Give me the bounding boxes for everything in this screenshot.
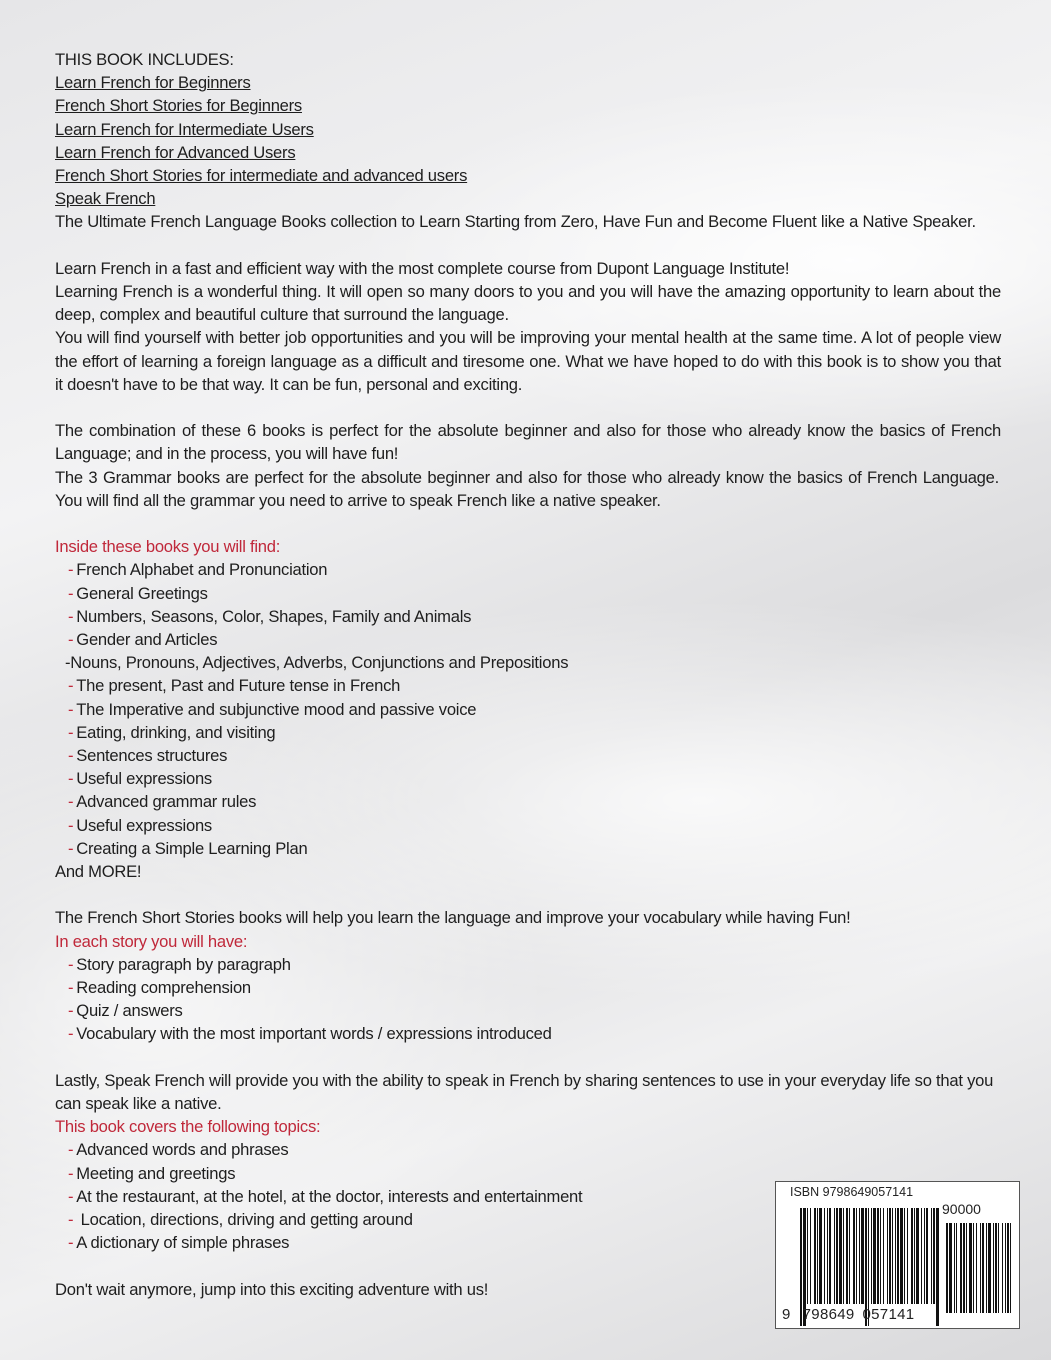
included-book-link[interactable]: French Short Stories for intermediate and advanced users (55, 166, 468, 186)
list-item (55, 744, 1001, 767)
barcode-bar (814, 1208, 816, 1304)
barcode-digit-group-1: 798649 (802, 1306, 855, 1323)
list-item (55, 814, 1001, 837)
includes-heading: THIS BOOK INCLUDES: (55, 50, 234, 69)
list-item (55, 837, 1001, 860)
barcode-addon-bar (963, 1223, 965, 1313)
bullet-dash: - (68, 838, 74, 858)
bullet-dash: - (68, 1001, 74, 1021)
bullet-dash: - (68, 1210, 74, 1230)
barcode-bar (817, 1208, 818, 1304)
barcode-addon-bar (1005, 1223, 1006, 1313)
barcode-addon-bar (954, 1223, 955, 1313)
bullet-dash: - (68, 792, 74, 812)
list-item-text: General Greetings (76, 583, 208, 603)
list-item (55, 558, 1001, 581)
barcode-addon-number: 90000 (942, 1201, 981, 1217)
list-item-text: Useful expressions (76, 769, 212, 789)
barcode-bar (810, 1208, 811, 1304)
included-book-link[interactable]: Learn French for Intermediate Users (55, 119, 314, 139)
barcode-addon-bar (1007, 1223, 1009, 1313)
barcode-bar (859, 1208, 860, 1304)
list-item-text: Advanced words and phrases (76, 1140, 289, 1160)
stories-heading: In each story you will have: (55, 931, 248, 951)
stories-intro: The French Short Stories books will help you learn the language and improve your vocabulary while having Fun! (55, 908, 851, 928)
bullet-dash: - (68, 815, 74, 835)
list-item-text: Nouns, Pronouns, Adjectives, Adverbs, Conjunctions and Prepositions (70, 653, 569, 673)
barcode-bar (900, 1208, 903, 1304)
barcode-bar (861, 1208, 864, 1304)
barcode-bar (914, 1208, 915, 1304)
intro-paragraph-1: Learn French in a fast and efficient way with the most complete course from Dupont Language Institute! (55, 258, 790, 278)
bullet-dash: - (68, 978, 74, 998)
barcode-bar (836, 1208, 838, 1304)
barcode-addon-bar (973, 1223, 974, 1313)
list-item (55, 628, 1001, 651)
barcode-addon-bar (969, 1223, 972, 1313)
barcode-addon-bar (966, 1223, 967, 1313)
barcode-bar (807, 1208, 808, 1304)
barcode-bar (839, 1208, 842, 1304)
barcode-digit-first: 9 (782, 1306, 791, 1323)
list-item (55, 767, 1001, 790)
barcode-addon-bar (949, 1223, 952, 1313)
bullet-dash: - (68, 1140, 74, 1160)
and-more: And MORE! (55, 862, 142, 882)
barcode-bar (819, 1208, 822, 1304)
list-item (55, 1022, 1001, 1045)
bullet-dash: - (68, 583, 74, 603)
intro-paragraph-3: You will find yourself with better job opportunities and you will be improving your mental health at the same time. A lot of people view the effort of learning a foreign language as a difficult and tiresome one. What we have hoped to do with this book is to show you that it doesn't have to be that way. It can be fun, personal and exciting. (55, 328, 1001, 394)
barcode-addon-bar (946, 1223, 948, 1313)
intro-paragraph-2: Learning French is a wonderful thing. It will open so many doors to you and you will have the amazing opportunity to learn about the deep, complex and beautiful culture that surround the language. (55, 282, 1001, 325)
barcode-bar (924, 1208, 925, 1304)
barcode-bar (887, 1208, 888, 1304)
bullet-dash: - (68, 560, 74, 580)
inside-list (55, 558, 1001, 860)
barcode-bar (829, 1208, 831, 1304)
barcode-addon-bar (956, 1223, 957, 1313)
list-item-text: Vocabulary with the most important words / expressions introduced (76, 1024, 552, 1044)
combination-paragraph-2: The 3 Grammar books are perfect for the absolute beginner and also for those who already know the basics of French Language. You will find all the grammar you need to arrive to speak French like a native speaker. (55, 467, 999, 510)
back-cover-text (55, 48, 1001, 1301)
barcode-addon-bar (995, 1223, 997, 1313)
barcode-bar (889, 1208, 891, 1304)
barcode-addon-bar (982, 1223, 984, 1313)
bullet-dash: - (68, 1233, 74, 1253)
barcode-bar (897, 1208, 899, 1304)
barcode-bar (834, 1208, 835, 1304)
barcode-bar (846, 1208, 848, 1304)
barcode-bar (911, 1208, 913, 1304)
bullet-dash: - (68, 676, 74, 696)
included-book-link[interactable]: Speak French (55, 189, 156, 209)
barcode-bar (931, 1208, 932, 1304)
list-item-text: At the restaurant, at the hotel, at the doctor, interests and entertainment (76, 1186, 583, 1206)
barcode-bar (824, 1208, 825, 1304)
barcode-bar (895, 1208, 896, 1304)
barcode-bar (883, 1208, 884, 1304)
list-item-text: Creating a Simple Learning Plan (76, 838, 308, 858)
bullet-dash: - (68, 699, 74, 719)
bullet-dash: - (68, 954, 74, 974)
list-item (55, 674, 1001, 697)
barcode-addon-bar (980, 1223, 981, 1313)
list-item (55, 999, 1001, 1022)
list-item-text: A dictionary of simple phrases (76, 1233, 290, 1253)
barcode-bar (849, 1208, 850, 1304)
bullet-dash: - (68, 1186, 74, 1206)
inside-heading: Inside these books you will find: (55, 537, 281, 557)
bullet-dash: - (68, 746, 74, 766)
list-item (55, 721, 1001, 744)
barcode-addon-bar (986, 1223, 987, 1313)
barcode-bar (933, 1208, 935, 1304)
included-book-link[interactable]: Learn French for Advanced Users (55, 142, 296, 162)
barcode-bar (856, 1208, 857, 1304)
bullet-dash: - (68, 606, 74, 626)
list-item (55, 1138, 1001, 1161)
list-item-text: Meeting and greetings (76, 1163, 236, 1183)
speak-heading: This book covers the following topics: (55, 1117, 321, 1137)
isbn-label: ISBN 9798649057141 (790, 1185, 914, 1199)
barcode-bar (853, 1208, 855, 1304)
barcode-bar (873, 1208, 876, 1304)
barcode-bar (827, 1208, 828, 1304)
list-item (55, 953, 1001, 976)
bullet-dash: - (68, 1024, 74, 1044)
list-item (55, 582, 1001, 605)
barcode-addon-bar (988, 1223, 991, 1313)
list-item-text: Eating, drinking, and visiting (76, 722, 276, 742)
list-item-text: Advanced grammar rules (76, 792, 257, 812)
barcode-bar (880, 1208, 881, 1304)
list-item (55, 605, 1001, 628)
barcode-addon-bar (993, 1223, 994, 1313)
list-item (55, 790, 1001, 813)
list-item-text: Story paragraph by paragraph (76, 954, 291, 974)
included-books-list (55, 71, 1001, 210)
stories-list (55, 953, 1001, 1046)
barcode-addon-bar (960, 1223, 962, 1313)
included-book-link[interactable]: Learn French for Beginners (55, 73, 251, 93)
barcode-addon-bar (976, 1223, 977, 1313)
barcode-addon-bar (1010, 1223, 1011, 1313)
barcode-bar (916, 1208, 919, 1304)
list-item-text: Sentences structures (76, 746, 228, 766)
bullet-dash: - (68, 722, 74, 742)
combination-paragraph-1: The combination of these 6 books is perfect for the absolute beginner and also for those who already know the basics of French Language; and in the process, you will have fun! (55, 421, 1001, 464)
barcode-bar (926, 1208, 928, 1304)
list-item-text: The present, Past and Future tense in French (76, 676, 401, 696)
list-item-text: French Alphabet and Pronunciation (76, 560, 328, 580)
barcode-digit-group-2: 057141 (862, 1306, 915, 1323)
list-item-text: Location, directions, driving and getting around (76, 1210, 413, 1230)
barcode-addon-bar (998, 1223, 999, 1313)
list-item (55, 698, 1001, 721)
barcode-bar (907, 1208, 908, 1304)
bullet-dash: - (65, 653, 71, 673)
barcode-addon-bar (1002, 1223, 1003, 1313)
list-item-text: Useful expressions (76, 815, 212, 835)
isbn-barcode (775, 1181, 1020, 1329)
list-item-text: Reading comprehension (76, 978, 251, 998)
barcode-bar (921, 1208, 922, 1304)
list-item-text: The Imperative and subjunctive mood and passive voice (76, 699, 477, 719)
list-item (55, 651, 1001, 674)
barcode-bar (871, 1208, 872, 1304)
barcode-bar (904, 1208, 905, 1304)
bullet-dash: - (68, 1163, 74, 1183)
barcode-digits (782, 1306, 914, 1323)
list-item (55, 976, 1001, 999)
barcode-bar (877, 1208, 879, 1304)
list-item-text: Numbers, Seasons, Color, Shapes, Family and Animals (76, 606, 472, 626)
included-book-link[interactable]: French Short Stories for Beginners (55, 96, 302, 116)
bullet-dash: - (68, 630, 74, 650)
tagline: The Ultimate French Language Books collection to Learn Starting from Zero, Have Fun and Become Fluent like a Native Speaker. (55, 212, 976, 232)
speak-intro: Lastly, Speak French will provide you with the ability to speak in French by sharing sentences to use in your everyday life so that you can speak like a native. (55, 1070, 994, 1114)
closing-line: Don't wait anymore, jump into this exciting adventure with us! (55, 1279, 489, 1299)
barcode-bar (892, 1208, 893, 1304)
bullet-dash: - (68, 769, 74, 789)
barcode-bar (843, 1208, 844, 1304)
list-item-text: Quiz / answers (76, 1001, 183, 1021)
list-item-text: Gender and Articles (76, 630, 218, 650)
barcode-bar (936, 1208, 939, 1326)
